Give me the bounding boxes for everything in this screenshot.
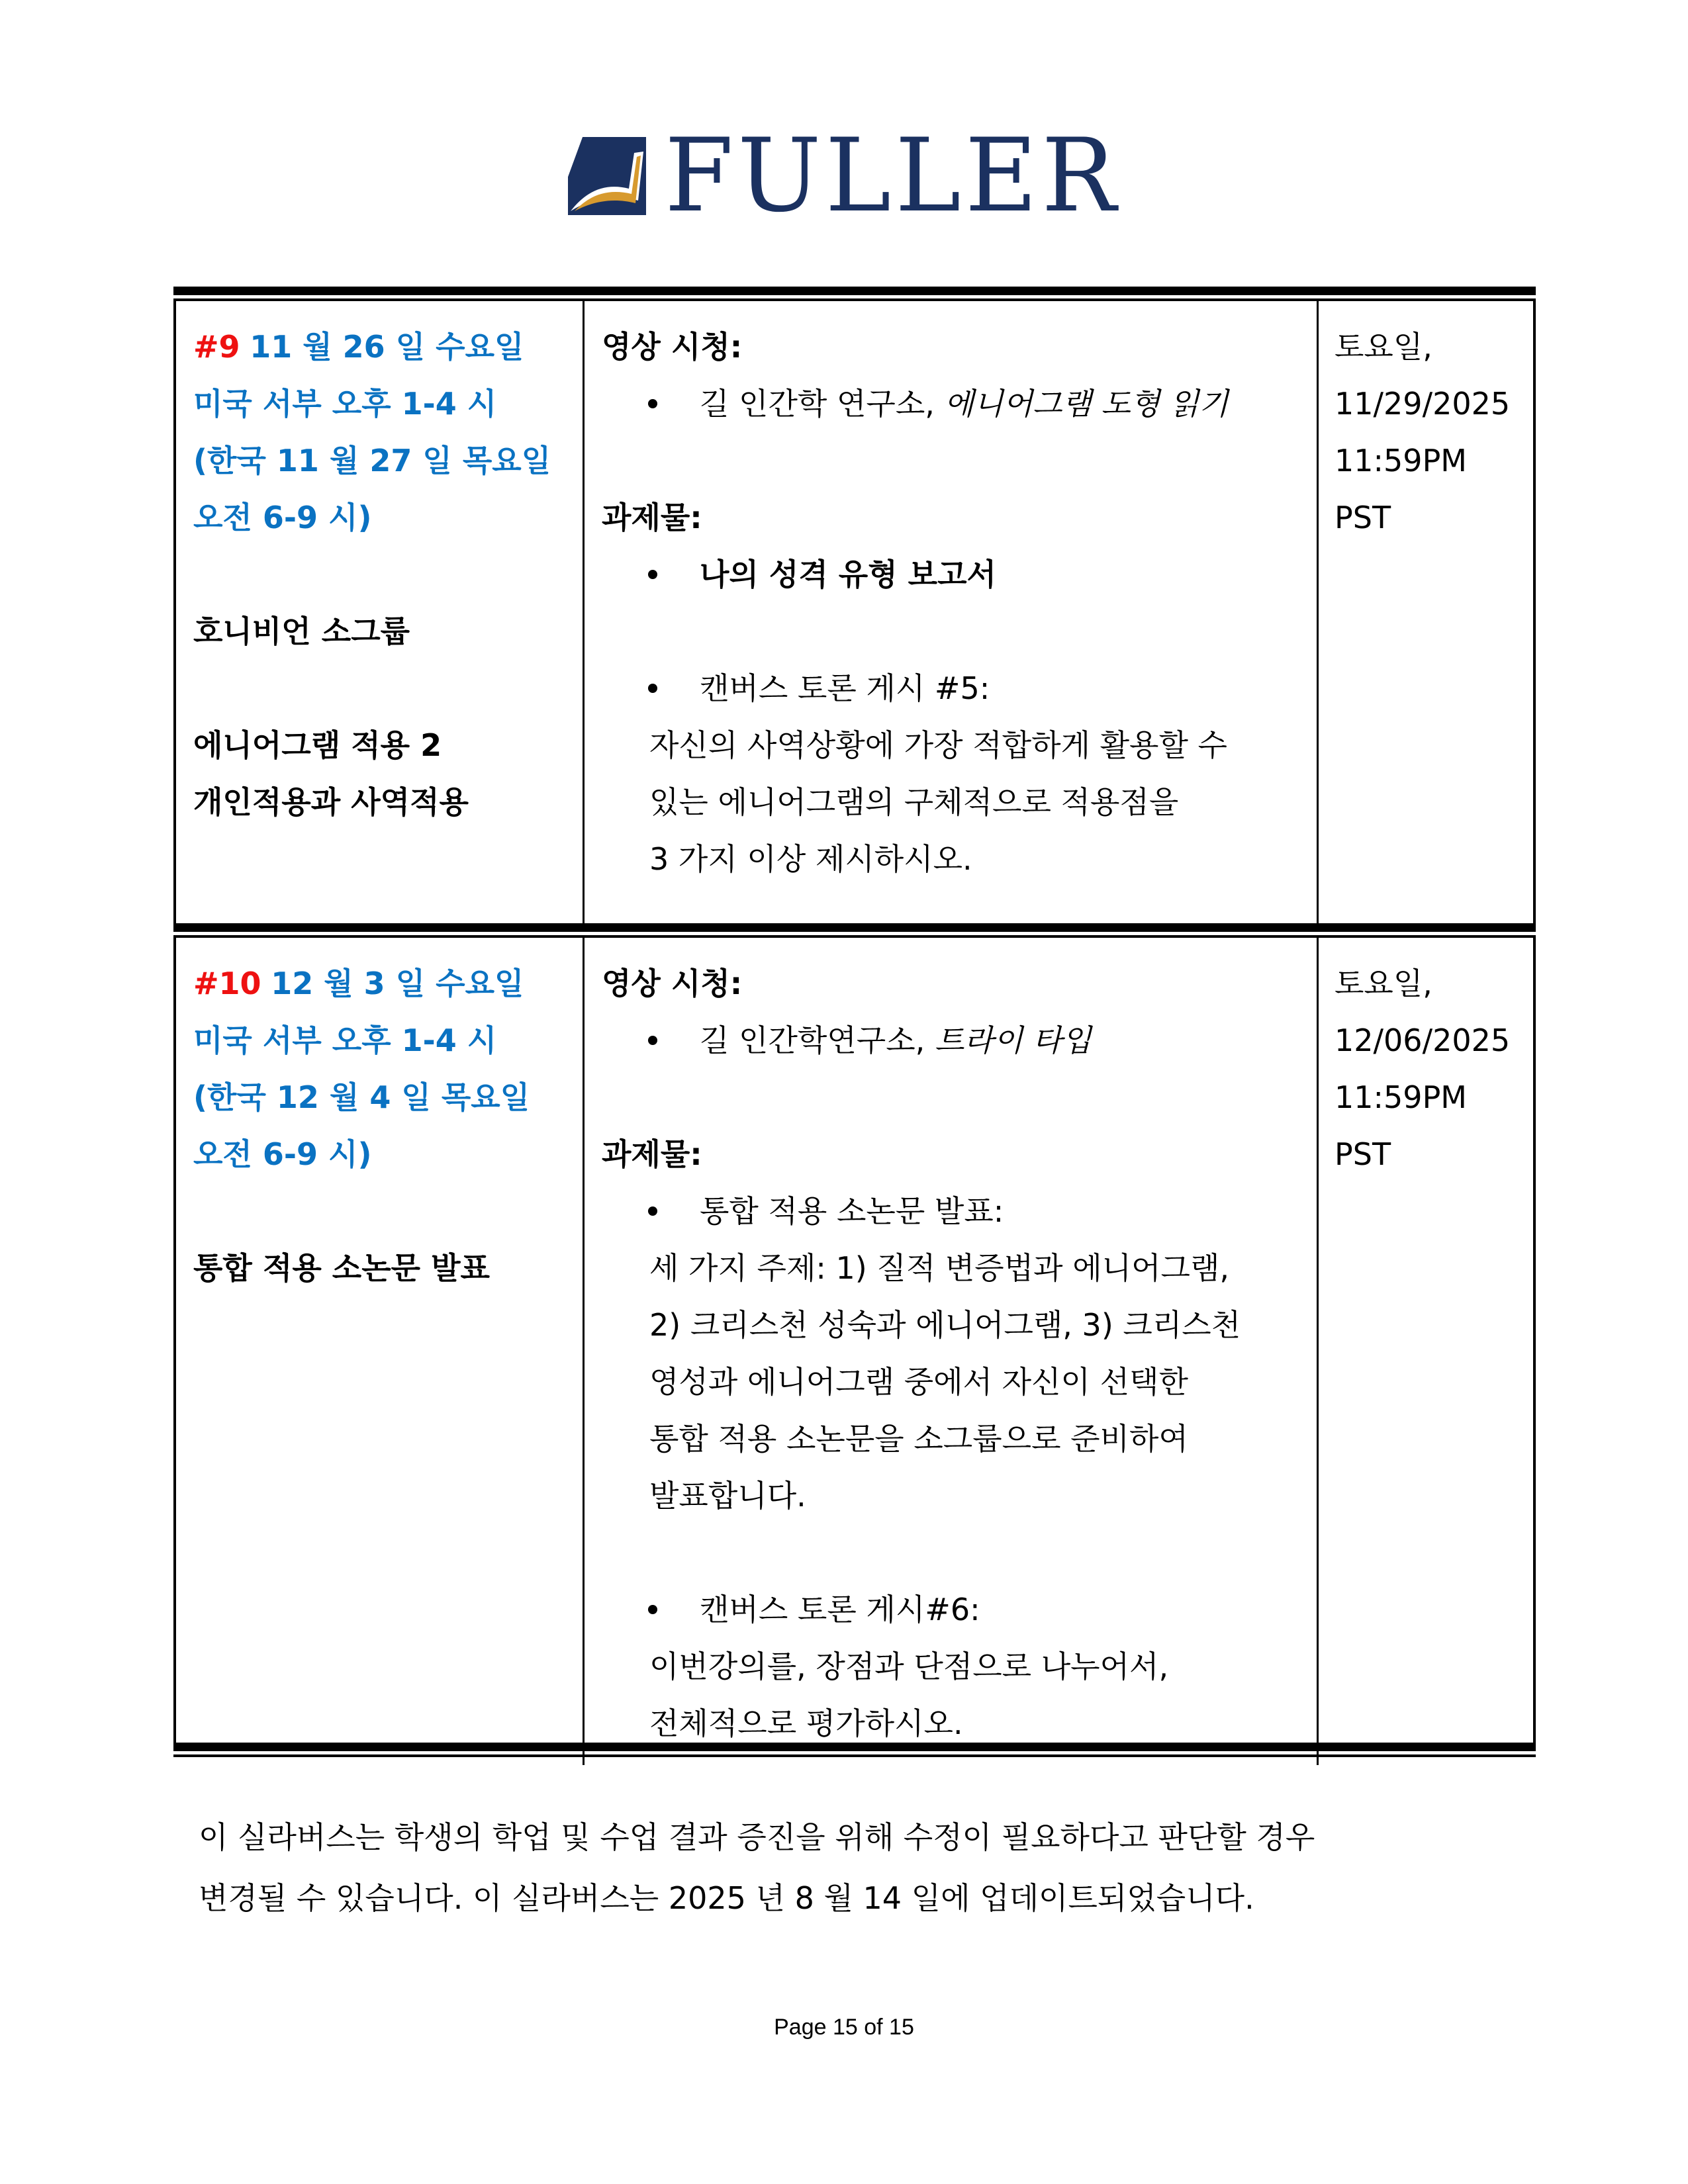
session-time-kr-hours: 오전 6-9 시) bbox=[193, 1136, 372, 1172]
session-topic: 개인적용과 사역적용 bbox=[193, 784, 469, 820]
assignment-description: 통합 적용 소논문을 소그룹으로 준비하여 bbox=[649, 1421, 1188, 1457]
fuller-book-icon bbox=[568, 137, 646, 215]
bullet-icon bbox=[648, 1581, 700, 1638]
due-timezone: PST bbox=[1335, 500, 1391, 535]
assignment-item: 캔버스 토론 게시#6: bbox=[602, 1581, 1301, 1638]
bullet-icon bbox=[648, 1183, 700, 1240]
session-date-line bbox=[193, 318, 567, 375]
session-time-kr: (한국 11 월 27 일 목요일 bbox=[193, 443, 551, 478]
assignment-description: 2) 크리스천 성숙과 에니어그램, 3) 크리스천 bbox=[649, 1307, 1241, 1343]
due-day: 토요일, bbox=[1335, 966, 1432, 1001]
session-date: 12 월 3 일 수요일 bbox=[271, 966, 524, 1001]
row-divider-thick bbox=[173, 923, 1536, 932]
video-title: 트라이 타입 bbox=[934, 1023, 1092, 1058]
due-date: 11/29/2025 bbox=[1335, 386, 1511, 422]
session-topic: 통합 적용 소논문 발표 bbox=[193, 1250, 490, 1286]
assignment-item: 캔버스 토론 게시 #5: bbox=[602, 660, 1301, 717]
assignment-heading: 과제물: bbox=[602, 1136, 702, 1172]
session-date-line bbox=[193, 955, 567, 1012]
assignment-description: 발표합니다. bbox=[649, 1478, 806, 1514]
session-time-us: 미국 서부 오후 1-4 시 bbox=[193, 386, 497, 422]
video-title: 에니어그램 도형 읽기 bbox=[944, 386, 1229, 422]
video-heading: 영상 시청: bbox=[602, 966, 743, 1001]
fuller-wordmark: FULLER bbox=[665, 117, 1121, 235]
table-row-week-9 bbox=[173, 301, 1536, 923]
assignment-item: 나의 성격 유형 보고서 bbox=[602, 546, 1301, 603]
due-time: 11:59PM bbox=[1335, 1079, 1467, 1115]
session-cell bbox=[176, 301, 583, 923]
assignment-description: 있는 에니어그램의 구체적으로 적용점을 bbox=[649, 784, 1179, 820]
week-number: #10 bbox=[193, 966, 261, 1001]
fuller-logo bbox=[568, 117, 1121, 235]
assignment-description: 자신의 사역상황에 가장 적합하게 활용할 수 bbox=[649, 727, 1227, 763]
bullet-icon bbox=[648, 1012, 700, 1069]
due-date: 12/06/2025 bbox=[1335, 1023, 1511, 1058]
table-border-thick bbox=[173, 287, 1536, 295]
assignment-description: 세 가지 주제: 1) 질적 변증법과 에니어그램, bbox=[649, 1250, 1230, 1286]
assignment-item: 통합 적용 소논문 발표: bbox=[602, 1183, 1301, 1240]
assignments-cell bbox=[583, 938, 1317, 1765]
assignment-description: 이번강의를, 장점과 단점으로 나누어서, bbox=[649, 1649, 1169, 1684]
video-item: 길 인간학연구소, 트라이 타입 bbox=[602, 1012, 1301, 1069]
due-day: 토요일, bbox=[1335, 329, 1432, 365]
assignment-description: 3 가지 이상 제시하시오. bbox=[649, 841, 972, 877]
video-item: 길 인간학 연구소, 에니어그램 도형 읽기 bbox=[602, 375, 1301, 432]
bullet-icon bbox=[648, 546, 700, 603]
session-time-us: 미국 서부 오후 1-4 시 bbox=[193, 1023, 497, 1058]
session-topic: 호니비언 소그룹 bbox=[193, 614, 410, 649]
session-cell bbox=[176, 938, 583, 1765]
bullet-icon bbox=[648, 660, 700, 717]
due-timezone: PST bbox=[1335, 1136, 1391, 1172]
due-date-cell bbox=[1317, 938, 1538, 1765]
session-date: 11 월 26 일 수요일 bbox=[250, 329, 524, 365]
video-heading: 영상 시청: bbox=[602, 329, 743, 365]
table-row-week-10 bbox=[173, 938, 1536, 1743]
assignment-description: 전체적으로 평가하시오. bbox=[649, 1706, 963, 1741]
assignment-description: 영성과 에니어그램 중에서 자신이 선택한 bbox=[649, 1364, 1188, 1400]
assignment-heading: 과제물: bbox=[602, 500, 702, 535]
schedule-table bbox=[173, 287, 1536, 1757]
session-topic: 에니어그램 적용 2 bbox=[193, 727, 442, 763]
syllabus-change-notice: 이 실라버스는 학생의 학업 및 수업 결과 증진을 위해 수정이 필요하다고 판단할 경우 변경될 수 있습니다. 이 실라버스는 2025 년 8 월 14 일에 업데이트되었습니다. bbox=[199, 1819, 1315, 1916]
assignments-cell bbox=[583, 301, 1317, 923]
page-number: Page 15 of 15 bbox=[774, 2015, 914, 2040]
week-number: #9 bbox=[193, 329, 240, 365]
session-time-kr-hours: 오전 6-9 시) bbox=[193, 500, 372, 535]
due-date-cell bbox=[1317, 301, 1538, 923]
bullet-icon bbox=[648, 375, 700, 432]
due-time: 11:59PM bbox=[1335, 443, 1467, 478]
session-time-kr: (한국 12 월 4 일 목요일 bbox=[193, 1079, 530, 1115]
